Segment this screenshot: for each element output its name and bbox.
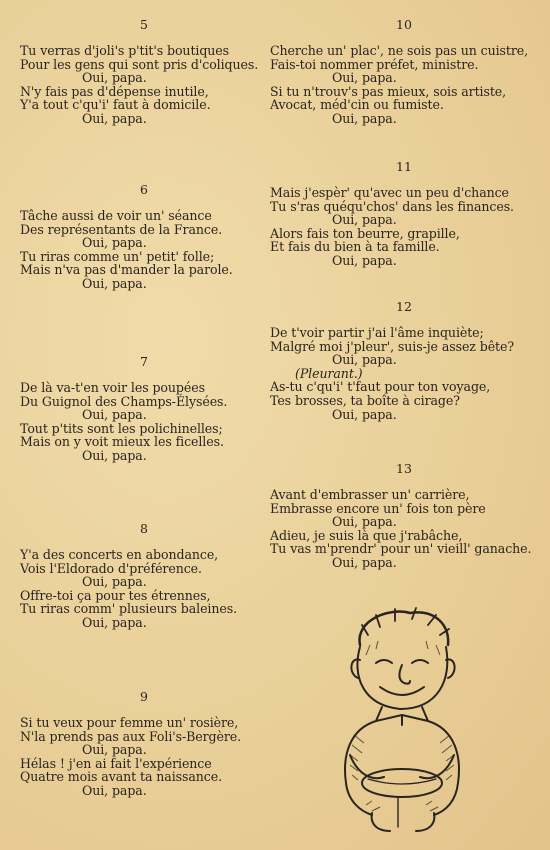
verse-line: Malgré moi j'pleur', suis-je assez bête?: [270, 338, 515, 354]
verse-line: Du Guignol des Champs-Élysées.: [20, 393, 228, 409]
refrain-line: Oui, papa.: [332, 212, 397, 228]
verse-line: Mais n'va pas d'mander la parole.: [20, 262, 233, 278]
verse-line: Et fais du bien à ta famille.: [270, 239, 440, 255]
verse-line: De t'voir partir j'ai l'âme inquiète;: [270, 325, 484, 340]
verse-line: Tout p'tits sont les polichinelles;: [20, 420, 223, 436]
stanza-9: [20, 690, 268, 798]
boy-illustration: [300, 605, 510, 835]
refrain-line: Oui, papa.: [82, 235, 147, 251]
stanza-10: [270, 18, 538, 126]
stanza-5: [20, 18, 268, 126]
verse-line: Alors fais ton beurre, grapille,: [270, 225, 460, 241]
stanza-number: 13: [396, 461, 412, 476]
stanza-number: 10: [396, 17, 412, 32]
stanza-number: 6: [140, 182, 148, 197]
stage-direction: (Pleurant.): [295, 365, 363, 381]
verse-line: Quatre mois avant ta naissance.: [20, 769, 222, 785]
refrain-line: Oui, papa.: [332, 352, 397, 368]
verse-line: Avocat, méd'cin ou fumiste.: [270, 97, 444, 113]
verse-line: Y'a des concerts en abondance,: [20, 547, 219, 562]
verse-line: Tes brosses, ta boîte à cirage?: [270, 392, 460, 408]
stanza-8: [20, 522, 268, 630]
stanza-6: [20, 183, 268, 291]
refrain-line: Oui, papa.: [82, 447, 147, 463]
stanza-number: 5: [140, 17, 148, 32]
refrain-line: Oui, papa.: [332, 70, 397, 86]
stanza-number: 12: [396, 299, 412, 314]
refrain-line: Oui, papa.: [82, 70, 147, 86]
stanza-number: 8: [140, 521, 148, 536]
verse-line: Tu s'ras quéqu'chos' dans les finances.: [270, 198, 514, 214]
stanza-7: [20, 355, 268, 463]
verse-line: Tâche aussi de voir un' séance: [20, 208, 212, 223]
verse-line: Avant d'embrasser un' carrière,: [270, 487, 470, 502]
verse-line: Pour les gens qui sont pris d'coliques.: [20, 56, 259, 72]
verse-line: Hélas ! j'en ai fait l'expérience: [20, 755, 212, 771]
verse-line: Tu verras d'joli's p'tit's boutiques: [20, 43, 230, 58]
verse-line: As-tu c'qu'i' t'faut pour ton voyage,: [270, 379, 491, 395]
verse-line: Offre-toi ça pour tes étrennes,: [20, 587, 211, 603]
refrain-line: Oui, papa.: [82, 742, 147, 758]
verse-line: Tu vas m'prendr' pour un' vieill' ganache.: [270, 541, 532, 557]
stanza-12: [270, 300, 538, 421]
verse-line: Si tu veux pour femme un' rosière,: [20, 715, 239, 730]
verse-line: Tu riras comme un' petit' folle;: [20, 248, 215, 264]
refrain-line: Oui, papa.: [82, 275, 147, 291]
verse-line: Fais-toi nommer préfet, ministre.: [270, 56, 479, 72]
verse-line: Embrasse encore un' fois ton père: [270, 500, 486, 516]
stanza-number: 11: [396, 159, 412, 174]
refrain-line: Oui, papa.: [332, 554, 397, 570]
refrain-line: Oui, papa.: [82, 574, 147, 590]
stanza-number: 9: [140, 689, 148, 704]
verse-line: N'la prends pas aux Foli's-Bergère.: [20, 728, 242, 744]
verse-line: Mais on y voit mieux les ficelles.: [20, 434, 224, 450]
verse-line: Si tu n'trouv's pas mieux, sois artiste,: [270, 83, 507, 99]
stanza-11: [270, 160, 538, 268]
verse-line: Mais j'espèr' qu'avec un peu d'chance: [270, 185, 509, 200]
verse-line: De là va-t'en voir les poupées: [20, 380, 205, 395]
refrain-line: Oui, papa.: [82, 110, 147, 126]
verse-line: Cherche un' plac', ne sois pas un cuistre,: [270, 43, 529, 58]
refrain-line: Oui, papa.: [82, 407, 147, 423]
refrain-line: Oui, papa.: [332, 110, 397, 126]
verse-line: Vois l'Eldorado d'préférence.: [20, 560, 202, 576]
verse-line: N'y fais pas d'dépense inutile,: [20, 83, 209, 99]
refrain-line: Oui, papa.: [332, 252, 397, 268]
stanza-number: 7: [140, 354, 148, 369]
refrain-line: Oui, papa.: [82, 782, 147, 798]
verse-line: Y'a tout c'qu'i' faut à domicile.: [20, 97, 211, 113]
verse-line: Des représentants de la France.: [20, 221, 223, 237]
verse-line: Adieu, je suis là que j'rabâche,: [270, 527, 463, 543]
stanza-13: [270, 462, 538, 570]
refrain-line: Oui, papa.: [332, 406, 397, 422]
verse-line: Tu riras comm' plusieurs baleines.: [20, 601, 237, 617]
refrain-line: Oui, papa.: [332, 514, 397, 530]
refrain-line: Oui, papa.: [82, 614, 147, 630]
